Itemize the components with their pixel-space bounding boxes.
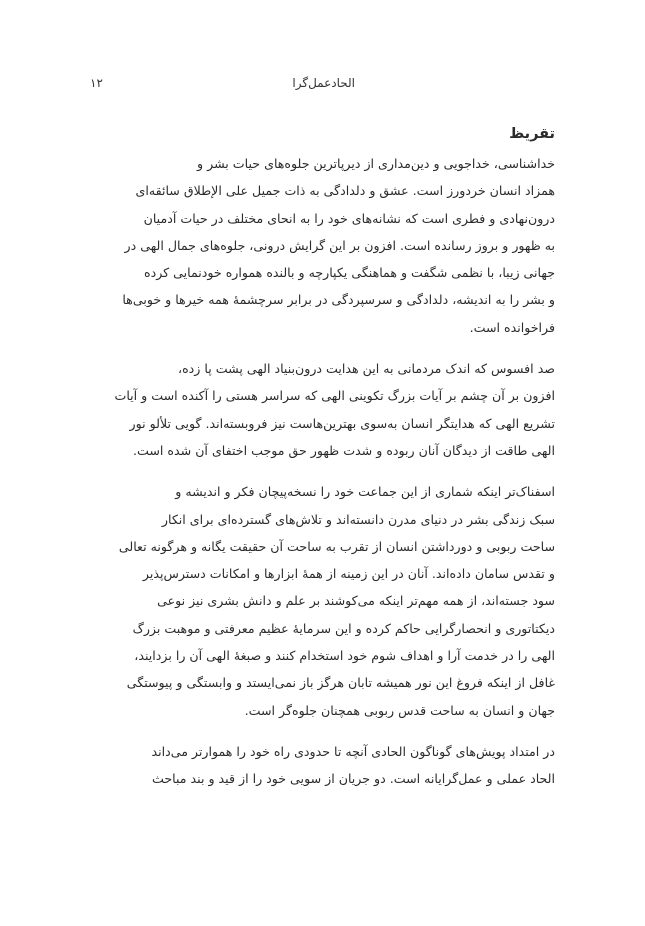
text-line: و تقدس سامان داده‌اند. آنان در این زمینه از همهٔ ابزارها و امکانات دسترس‌پذیر <box>142 566 555 582</box>
text-line: ساحت ربوبی و دورداشتن انسان از تقرب به ساحت آن حقیقت یگانه و هرگونه تعالی <box>118 538 555 554</box>
text-line: غافل از اینکه فروغ این نور همیشه تابان هرگز باز نمی‌ایستد و وابستگی و پیوستگی <box>126 675 555 691</box>
text-line: تشریع الهی که هدایتگر انسان به‌سوی بهترین‌هاست نیز فروبسته‌اند. گویی تلألو نور <box>129 415 555 431</box>
paragraph <box>90 478 555 724</box>
page-content <box>90 122 555 807</box>
paragraph <box>90 150 555 341</box>
running-head <box>90 76 555 96</box>
text-line: اسفناک‌تر اینکه شماری از این جماعت خود را نسخه‌پیچان فکر و اندیشه و <box>175 484 555 500</box>
text-line: فراخوانده است. <box>469 319 555 335</box>
text-line: صد افسوس که اندک مردمانی به این هدایت درون‌بنیاد الهی پشت پا زده، <box>178 361 555 377</box>
text-line: سود جسته‌اند، از همه مهم‌تر اینکه می‌کوشند بر علم و دانش بشری نیز نوعی <box>157 593 555 609</box>
running-title: الحادعمل‌گرا <box>292 76 355 90</box>
text-line: درون‌نهادی و فطری است که نشانه‌های خود را به انحای مختلف در حیات آدمیان <box>143 210 555 226</box>
text-line: و بشر را به اندیشه، دلدادگی و سرسپردگی در برابر سرچشمهٔ همه خیرها و خوبی‌ها <box>122 292 555 308</box>
paragraph <box>90 355 555 464</box>
text-line: الهی را در خدمت آرا و اهداف شوم خود استخدام کنند و صبغهٔ الهی آن را بزدایند، <box>134 648 555 664</box>
page-number: ۱۲ <box>90 76 103 90</box>
body-text <box>90 150 555 793</box>
section-title: تقریظ <box>509 126 555 142</box>
text-line: دیکتاتوری و انحصارگرایی حاکم کرده و این سرمایهٔ عظیم معرفتی و موهبت بزرگ <box>132 620 555 636</box>
text-line: الهی طاقت از دیدگان آنان ربوده و شدت ظهور حق موجب اختفای آن شده است. <box>133 442 555 458</box>
text-line: الحاد عملی و عمل‌گرایانه است. دو جریان از سویی خود را از قید و بند مباحث <box>152 771 555 787</box>
text-line: به ظهور و بروز رسانده است. افزون بر این گرایش درونی، جلوه‌های جمال الهی در <box>124 237 555 253</box>
text-line: در امتداد پویش‌های گوناگون الحادی آنچه تا حدودی راه خود را هموارتر می‌داند <box>151 743 555 759</box>
text-line: جهان و انسان به ساحت قدس ربوبی همچنان جلوه‌گر است. <box>244 702 555 718</box>
text-line: افزون بر آن چشم بر آیات بزرگ تکوینی الهی که سراسر هستی را آکنده است و آیات <box>114 388 555 404</box>
text-line: سبک زندگی بشر در دنیای مدرن دانسته‌اند و تلاش‌های گسترده‌ای برای انکار <box>161 511 555 527</box>
text-line: جهانی زیبا، با نظمی شگفت و هماهنگی یکپارچه و بالنده همواره خودنمایی کرده <box>144 265 555 281</box>
paragraph <box>90 738 555 793</box>
text-line: خداشناسی، خداجویی و دین‌مداری از دیرپاترین جلوه‌های حیات بشر و <box>197 156 555 171</box>
text-line: همزاد انسان خردورز است. عشق و دلدادگی به ذات جمیل علی الإطلاق سائقه‌ای <box>135 183 555 199</box>
